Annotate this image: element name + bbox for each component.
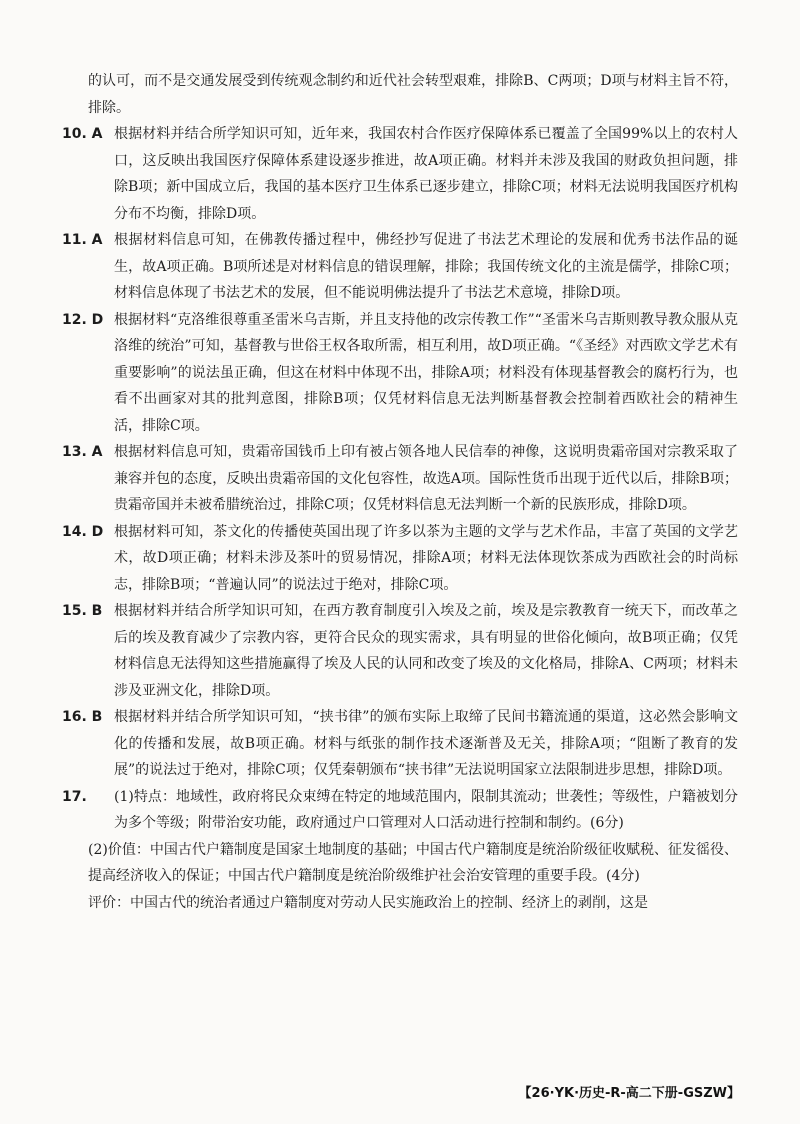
answer-number: 10. A bbox=[62, 126, 103, 142]
answer-number: 13. A bbox=[62, 444, 103, 460]
answer-item-13 bbox=[62, 439, 738, 519]
answer-number: 12. D bbox=[62, 311, 104, 328]
intro-paragraph: 的认可，而不是交通发展受到传统观念制约和近代社会转型艰难，排除B、C两项；D项与材料主旨不符，排除。 bbox=[88, 73, 738, 116]
answer-number: 15. B bbox=[62, 603, 103, 619]
answer-item-14 bbox=[62, 519, 738, 599]
answer-text: 根据材料“克洛维很尊重圣雷米乌吉斯，并且支持他的改宗传教工作”“圣雷米乌吉斯则教导教众服从克洛维的统治”可知，基督教与世俗王权各取所需，相互利用，故D项正确。“《圣经》对西欧文学艺术有重要影响”的说法虽正确，但这在材料中体现不出，排除A项；材料没有体现基督教会的腐朽行为，也看不出画家对其的批判意图，排除B项；仅凭材料信息无法判断基督教会控制着西欧社会的精神生活，排除C项。 bbox=[114, 311, 738, 434]
answer-item-10 bbox=[62, 121, 738, 227]
page-footer-code: 【26·YK·历史-R-高二下册-GSZW】 bbox=[518, 1086, 740, 1101]
answer-text: 根据材料信息可知，贵霜帝国钱币上印有被占领各地人民信奉的神像，这说明贵霜帝国对宗教采取了兼容并包的态度，反映出贵霜帝国的文化包容性，故选A项。国际性货币出现于近代以后，排除B项；贵霜帝国并未被希腊统治过，排除C项；仅凭材料信息无法判断一个新的民族形成，排除D项。 bbox=[114, 444, 738, 513]
answer-number: 16. B bbox=[62, 709, 103, 725]
answer-content bbox=[62, 68, 738, 916]
answer-item-17 bbox=[62, 784, 738, 837]
q17-evaluation: 评价：中国古代的统治者通过户籍制度对劳动人民实施政治上的控制、经济上的剥削，这是 bbox=[88, 894, 648, 911]
answer-body bbox=[114, 784, 738, 837]
answer-item-12 bbox=[62, 307, 738, 440]
answer-text: 根据材料信息可知，在佛教传播过程中，佛经抄写促进了书法艺术理论的发展和优秀书法作品的诞生，故A项正确。B项所述是对材料信息的错误理解，排除；我国传统文化的主流是儒学，排除C项；材料信息体现了书法艺术的发展，但不能说明佛法提升了书法艺术意境，排除D项。 bbox=[114, 232, 738, 301]
answer-text: 根据材料并结合所学知识可知，“挟书律”的颁布实际上取缔了民间书籍流通的渠道，这必然会影响文化的传播和发展，故B项正确。材料与纸张的制作技术逐渐普及无关，排除A项；“阻断了教育的发展”的说法过于绝对，排除C项；仅凭秦朝颁布“挟书律”无法说明国家立法限制进步思想，排除D项。 bbox=[114, 709, 738, 778]
answer-number: 11. A bbox=[62, 232, 103, 248]
answer-text: 根据材料并结合所学知识可知，近年来，我国农村合作医疗保障体系已覆盖了全国99%以上的农村人口，这反映出我国医疗保障体系建设逐步推进，故A项正确。材料并未涉及我国的财政负担问题，排除B项；新中国成立后，我国的基本医疗卫生体系已逐步建立，排除C项；材料无法说明我国医疗机构分布不均衡，排除D项。 bbox=[114, 126, 738, 222]
q17-part1: (1)特点：地域性，政府将民众束缚在特定的地域范围内，限制其流动；世袭性；等级性，户籍被划分为多个等级；附带治安功能，政府通过户口管理对人口活动进行控制和制约。(6分) bbox=[114, 788, 738, 831]
answer-number: 17. bbox=[62, 788, 87, 805]
answer-item-15 bbox=[62, 598, 738, 704]
answer-text: 根据材料可知，茶文化的传播使英国出现了许多以茶为主题的文学与艺术作品，丰富了英国的文学艺术，故D项正确；材料未涉及茶叶的贸易情况，排除A项；材料无法体现饮茶成为西欧社会的时尚标志，排除B项；“普遍认同”的说法过于绝对，排除C项。 bbox=[114, 523, 738, 593]
answer-text: 根据材料并结合所学知识可知，在西方教育制度引入埃及之前，埃及是宗教教育一统天下，而改革之后的埃及教育减少了宗教内容，更符合民众的现实需求，具有明显的世俗化倾向，故B项正确；仅凭材料信息无法得知这些措施赢得了埃及人民的认同和改变了埃及的文化格局，排除A、C两项；材料未涉及亚洲文化，排除D项。 bbox=[114, 603, 738, 699]
q17-part2: (2)价值：中国古代户籍制度是国家土地制度的基础；中国古代户籍制度是统治阶级征收赋税、征发徭役、提高经济收入的保证；中国古代户籍制度是统治阶级维护社会治安管理的重要手段。(4分) bbox=[88, 841, 738, 884]
answer-number: 14. D bbox=[62, 523, 104, 540]
answer-item-16 bbox=[62, 704, 738, 784]
answer-item-11 bbox=[62, 227, 738, 307]
